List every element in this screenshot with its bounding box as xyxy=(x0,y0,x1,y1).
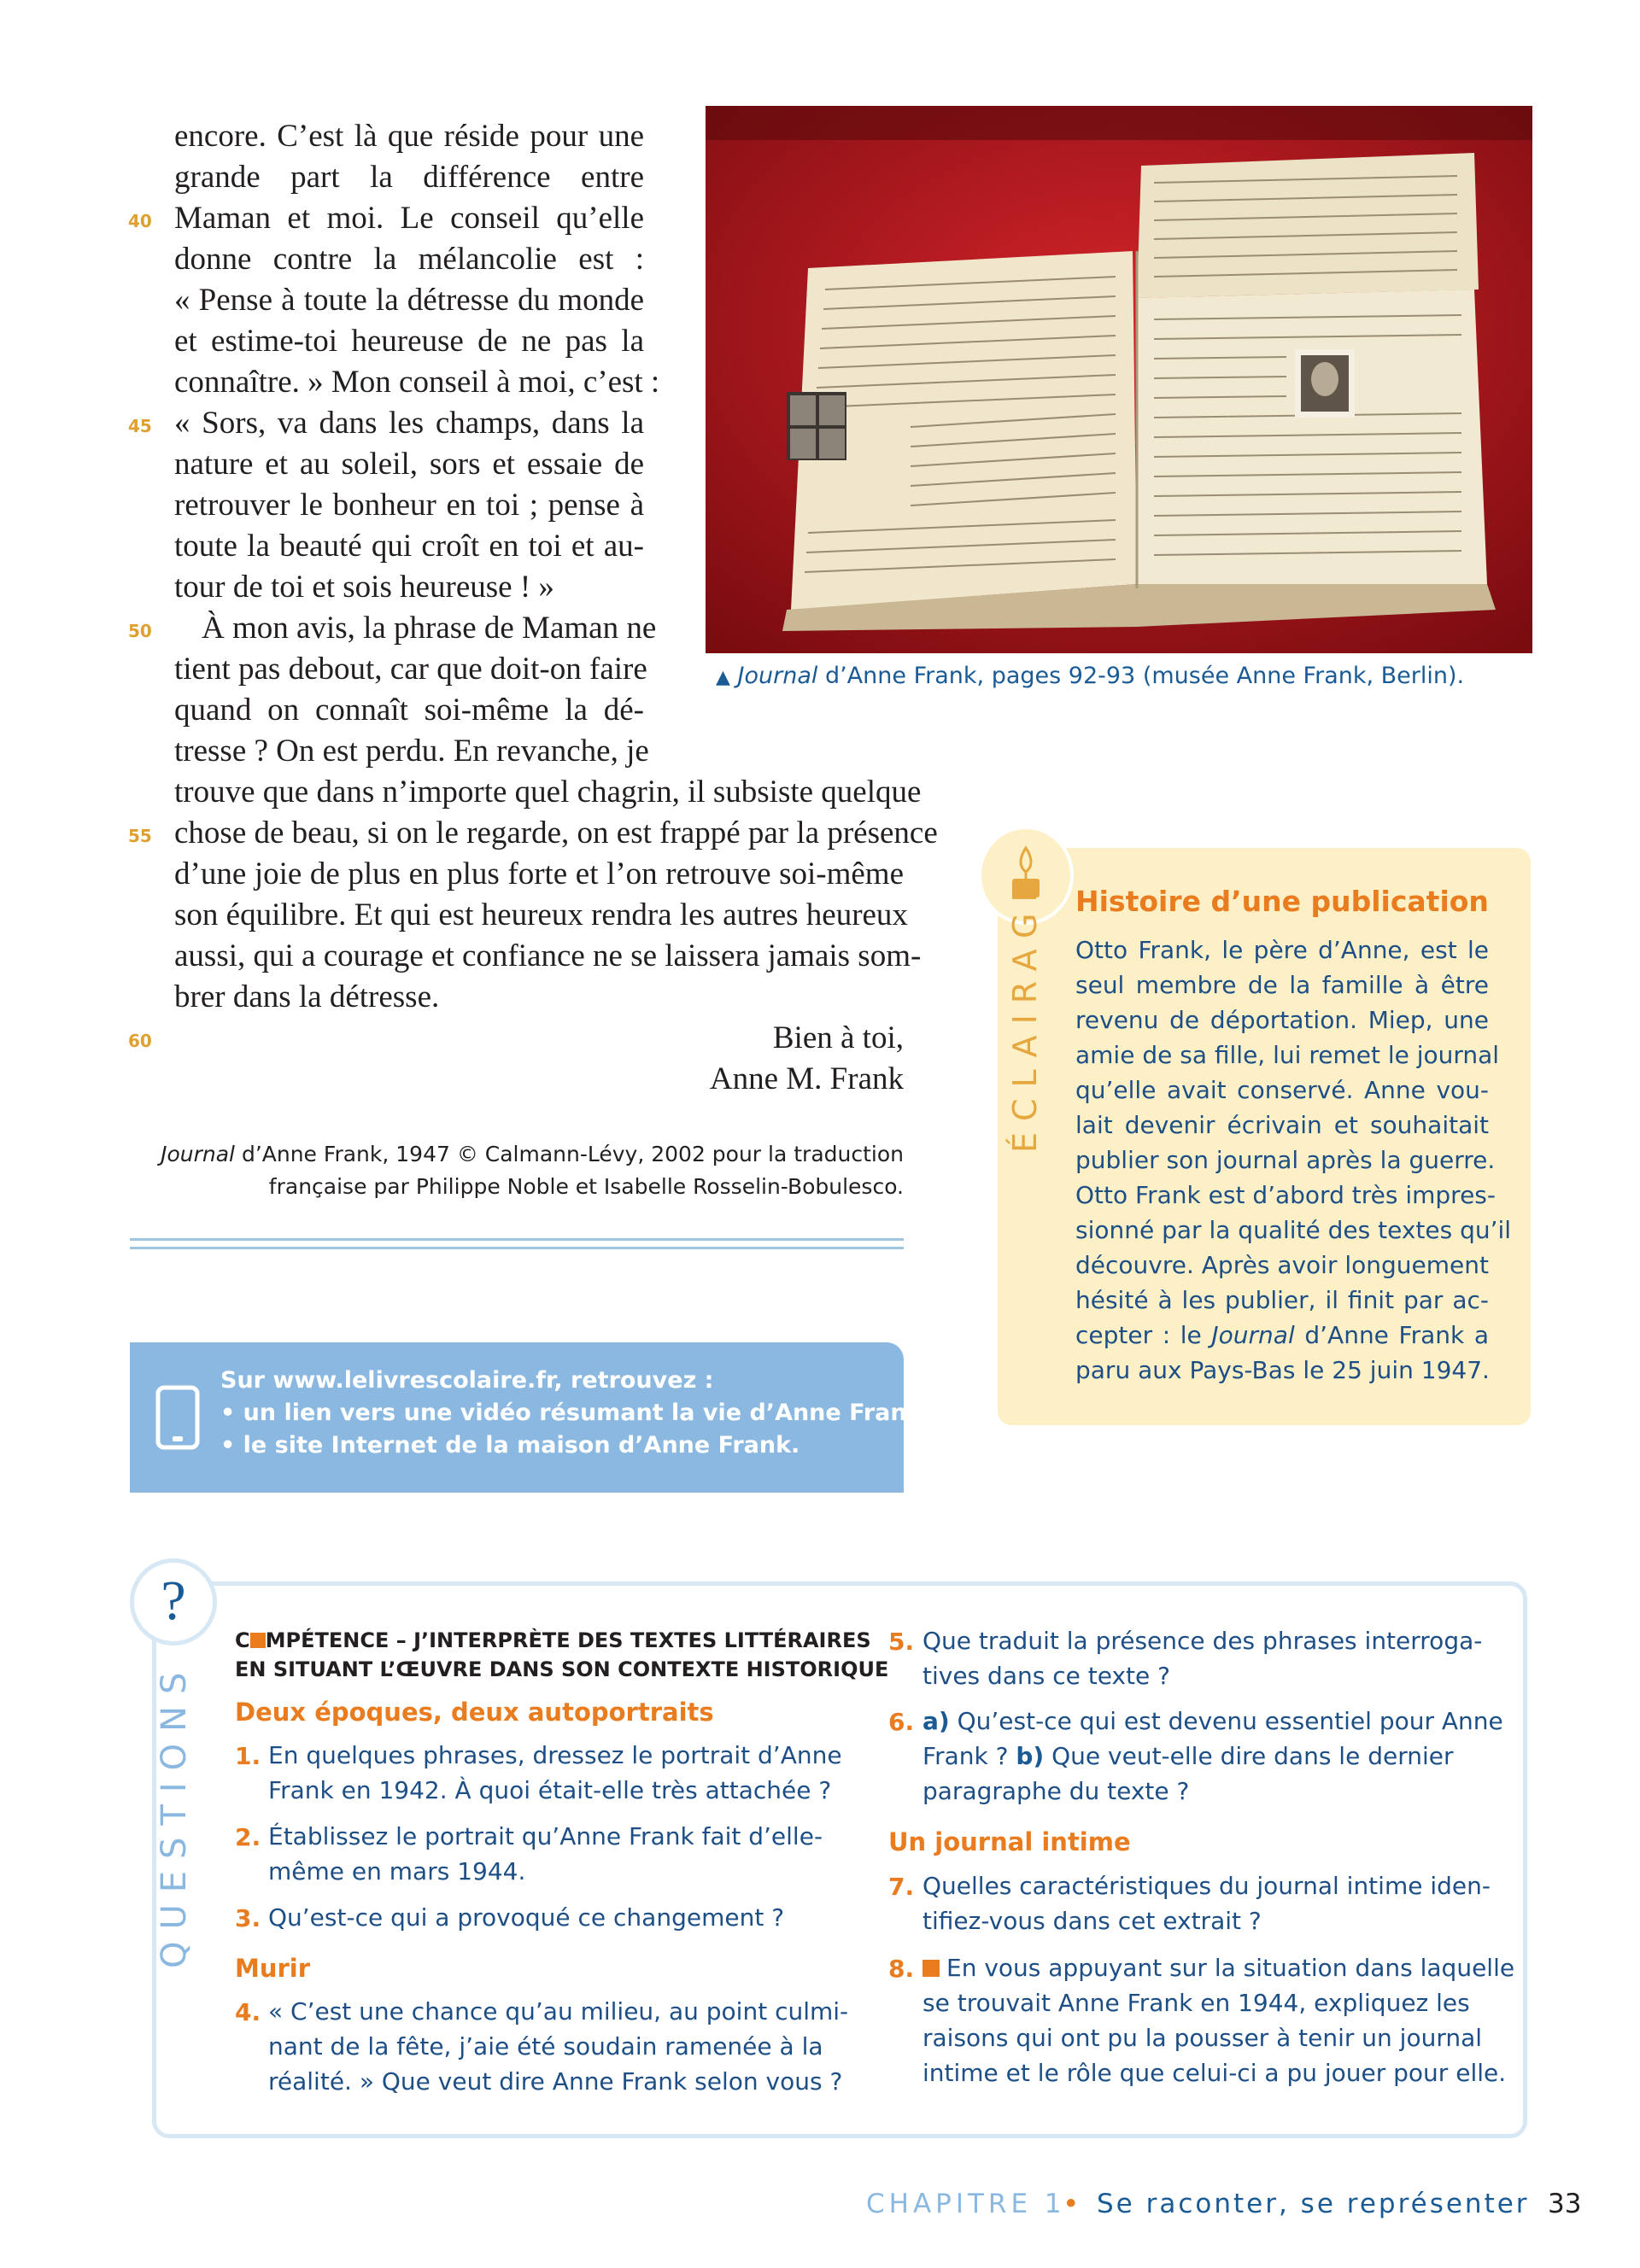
text-line: trouve que dans n’importe quel chagrin, il subsiste quelque xyxy=(174,775,922,810)
question-text: intime et le rôle que celui-ci a pu jouer pour elle. xyxy=(922,2059,1507,2087)
section-heading: Deux époques, deux autoportraits xyxy=(235,1698,714,1727)
question-number: 7. xyxy=(888,1873,915,1901)
text-line: son équilibre. Et qui est heureux rendra les autres heureux xyxy=(174,897,908,932)
eclairage-line: amie de sa fille, lui remet le journal xyxy=(1075,1041,1500,1069)
page-number: 33 xyxy=(1548,2189,1582,2219)
text-line: brer dans la détresse. xyxy=(174,979,440,1014)
question-text: Frank en 1942. À quoi était-elle très attachée ? xyxy=(268,1776,832,1804)
question-text: paragraphe du texte ? xyxy=(922,1777,1190,1805)
credit-italic: Journal xyxy=(161,1142,235,1166)
footer-chapter: CHAPITRE 1 xyxy=(866,2189,1066,2219)
question-text: réalité. » Que veut dire Anne Frank selon vous ? xyxy=(268,2067,843,2096)
square-icon xyxy=(922,1960,940,1977)
line-number: 40 xyxy=(128,211,152,231)
text-line: « Pense à toute la détresse du monde xyxy=(174,283,644,318)
question-text-part: En vous appuyant sur la situation dans laquelle xyxy=(946,1954,1515,1982)
competence-heading xyxy=(235,1626,871,1655)
question-text: Qu’est-ce qui a provoqué ce changement ? xyxy=(268,1903,785,1932)
source-credit xyxy=(137,1139,904,1170)
info-intro: Sur www.lelivrescolaire.fr, retrouvez : xyxy=(220,1367,714,1394)
text-line: quand on connaît soi-même la dé- xyxy=(174,693,644,728)
question-number: 2. xyxy=(235,1823,261,1851)
question-text: Quelles caractéristiques du journal intime iden- xyxy=(922,1872,1491,1900)
eclairage-text: cepter : le xyxy=(1075,1321,1212,1349)
question-number: 3. xyxy=(235,1904,261,1932)
text-line: grande part la différence entre xyxy=(174,160,644,195)
divider-rule xyxy=(130,1238,904,1241)
question-text xyxy=(922,1739,1454,1774)
text-line: nature et au soleil, sors et essaie de xyxy=(174,447,644,482)
footer-title: Se raconter, se représenter xyxy=(1097,2189,1530,2219)
competence-c: C xyxy=(235,1628,250,1652)
text-line: tour de toi et sois heureuse ! » xyxy=(174,570,554,605)
question-text xyxy=(922,1704,1503,1739)
question-number: 4. xyxy=(235,1998,261,2026)
question-text: même en mars 1944. xyxy=(268,1857,526,1885)
question-text xyxy=(922,1950,1514,1985)
info-link-video[interactable]: • un lien vers une vidéo résumant la vie d’Anne Frank ; xyxy=(220,1400,940,1426)
competence-heading-line2: EN SITUANT L’ŒUVRE DANS SON CONTEXTE HISTORIQUE xyxy=(235,1657,889,1681)
question-text-part: Que veut-elle dire dans le dernier xyxy=(1044,1742,1454,1770)
eclairage-line: publier son journal après la guerre. xyxy=(1075,1146,1496,1174)
eclairage-line: Otto Frank est d’abord très impres- xyxy=(1075,1181,1496,1209)
text-line: retrouver le bonheur en toi ; pense à xyxy=(174,488,644,523)
eclairage-line: paru aux Pays-Bas le 25 juin 1947. xyxy=(1075,1356,1490,1384)
part-b-label: b) xyxy=(1016,1742,1045,1770)
eclairage-line: hésité à les publier, il finit par ac- xyxy=(1075,1286,1489,1314)
text-line: donne contre la mélancolie est : xyxy=(174,242,644,277)
question-number: 6. xyxy=(888,1708,915,1736)
tablet-icon xyxy=(155,1385,200,1450)
competence-text: MPÉTENCE – J’INTERPRÈTE DES TEXTES LITTÉRAIRES xyxy=(265,1628,871,1652)
line-number: 50 xyxy=(128,621,152,641)
eclairage-line: lait devenir écrivain et souhaitait xyxy=(1075,1111,1489,1139)
eclairage-text: d’Anne Frank a xyxy=(1294,1321,1489,1349)
eclairage-italic: Journal xyxy=(1211,1321,1295,1349)
text-line: toute la beauté qui croît en toi et au- xyxy=(174,529,644,564)
diary-illustration xyxy=(706,106,1532,653)
eclairage-line: sionné par la qualité des textes qu’il xyxy=(1075,1216,1512,1244)
eclairage-line: seul membre de la famille à être xyxy=(1075,971,1489,999)
eclairage-line: revenu de déportation. Miep, une xyxy=(1075,1006,1489,1034)
eclairage-title: Histoire d’une publication xyxy=(1075,885,1489,918)
question-text: En quelques phrases, dressez le portrait d’Anne xyxy=(268,1741,842,1769)
questions-label: QUESTIONS xyxy=(155,1660,194,1968)
text-line: chose de beau, si on le regarde, on est frappé par la présence xyxy=(174,815,938,850)
line-number: 60 xyxy=(128,1031,152,1051)
square-icon xyxy=(250,1633,266,1648)
eclairage-line: découvre. Après avoir longuement xyxy=(1075,1251,1489,1279)
eclairage-line: Otto Frank, le père d’Anne, est le xyxy=(1075,936,1489,964)
text-line: encore. C’est là que réside pour une xyxy=(174,119,644,154)
info-link-site[interactable]: • le site Internet de la maison d’Anne Frank. xyxy=(220,1432,800,1458)
eclairage-line xyxy=(1075,1318,1489,1353)
part-a-label: a) xyxy=(922,1707,950,1735)
caption-triangle-icon: ▲ xyxy=(716,667,730,688)
text-line: et estime-toi heureuse de ne pas la xyxy=(174,324,644,359)
caption-italic: Journal xyxy=(737,663,818,689)
text-line: d’une joie de plus en plus forte et l’on retrouve soi-même xyxy=(174,856,904,891)
question-text: Établissez le portrait qu’Anne Frank fait d’elle- xyxy=(268,1822,823,1850)
eclairage-label xyxy=(1004,1033,1046,1153)
footer-bullet: • xyxy=(1063,2187,1080,2220)
text-line: tresse ? On est perdu. En revanche, je xyxy=(174,734,649,769)
question-text-part: Qu’est-ce qui est devenu essentiel pour Anne xyxy=(949,1707,1503,1735)
question-text: tifiez-vous dans cet extrait ? xyxy=(922,1907,1262,1935)
question-text: tives dans ce texte ? xyxy=(922,1662,1170,1690)
line-number: 55 xyxy=(128,826,152,846)
divider-rule xyxy=(130,1247,904,1249)
eclairage-line: qu’elle avait conservé. Anne vou- xyxy=(1075,1076,1489,1104)
section-heading: Murir xyxy=(235,1954,311,1983)
question-text: se trouvait Anne Frank en 1944, expliquez les xyxy=(922,1989,1470,2017)
closing: Bien à toi, xyxy=(772,1020,904,1055)
text-line: À mon avis, la phrase de Maman ne xyxy=(202,611,657,646)
question-number: 8. xyxy=(888,1955,915,1983)
question-text-part: Frank ? xyxy=(922,1742,1016,1770)
question-text: Que traduit la présence des phrases interroga- xyxy=(922,1627,1483,1655)
question-mark-icon: ? xyxy=(161,1569,186,1632)
question-number: 5. xyxy=(888,1628,915,1656)
text-line: aussi, qui a courage et confiance ne se laissera jamais som- xyxy=(174,938,922,973)
photo-caption xyxy=(716,661,1464,693)
source-credit-line2: française par Philippe Noble et Isabelle Rosselin-Bobulesco. xyxy=(268,1174,904,1199)
credit-text: d’Anne Frank, 1947 © Calmann-Lévy, 2002 pour la traduction xyxy=(235,1142,904,1166)
question-number: 1. xyxy=(235,1742,261,1770)
question-text: « C’est une chance qu’au milieu, au point culmi- xyxy=(268,1997,849,2025)
text-line: tient pas debout, car que doit-on faire xyxy=(174,652,647,687)
signature: Anne M. Frank xyxy=(709,1061,904,1096)
question-text: nant de la fête, j’aie été soudain ramenée à la xyxy=(268,2032,823,2060)
text-line: « Sors, va dans les champs, dans la xyxy=(174,406,644,441)
question-text: raisons qui ont pu la pousser à tenir un journal xyxy=(922,2024,1483,2052)
text-line: connaître. » Mon conseil à moi, c’est : xyxy=(174,365,660,400)
section-heading: Un journal intime xyxy=(888,1827,1131,1856)
caption-text: d’Anne Frank, pages 92-93 (musée Anne Frank, Berlin). xyxy=(817,663,1465,689)
line-number: 45 xyxy=(128,416,152,436)
diary-photo xyxy=(706,106,1532,653)
text-line: Maman et moi. Le conseil qu’elle xyxy=(174,201,644,236)
